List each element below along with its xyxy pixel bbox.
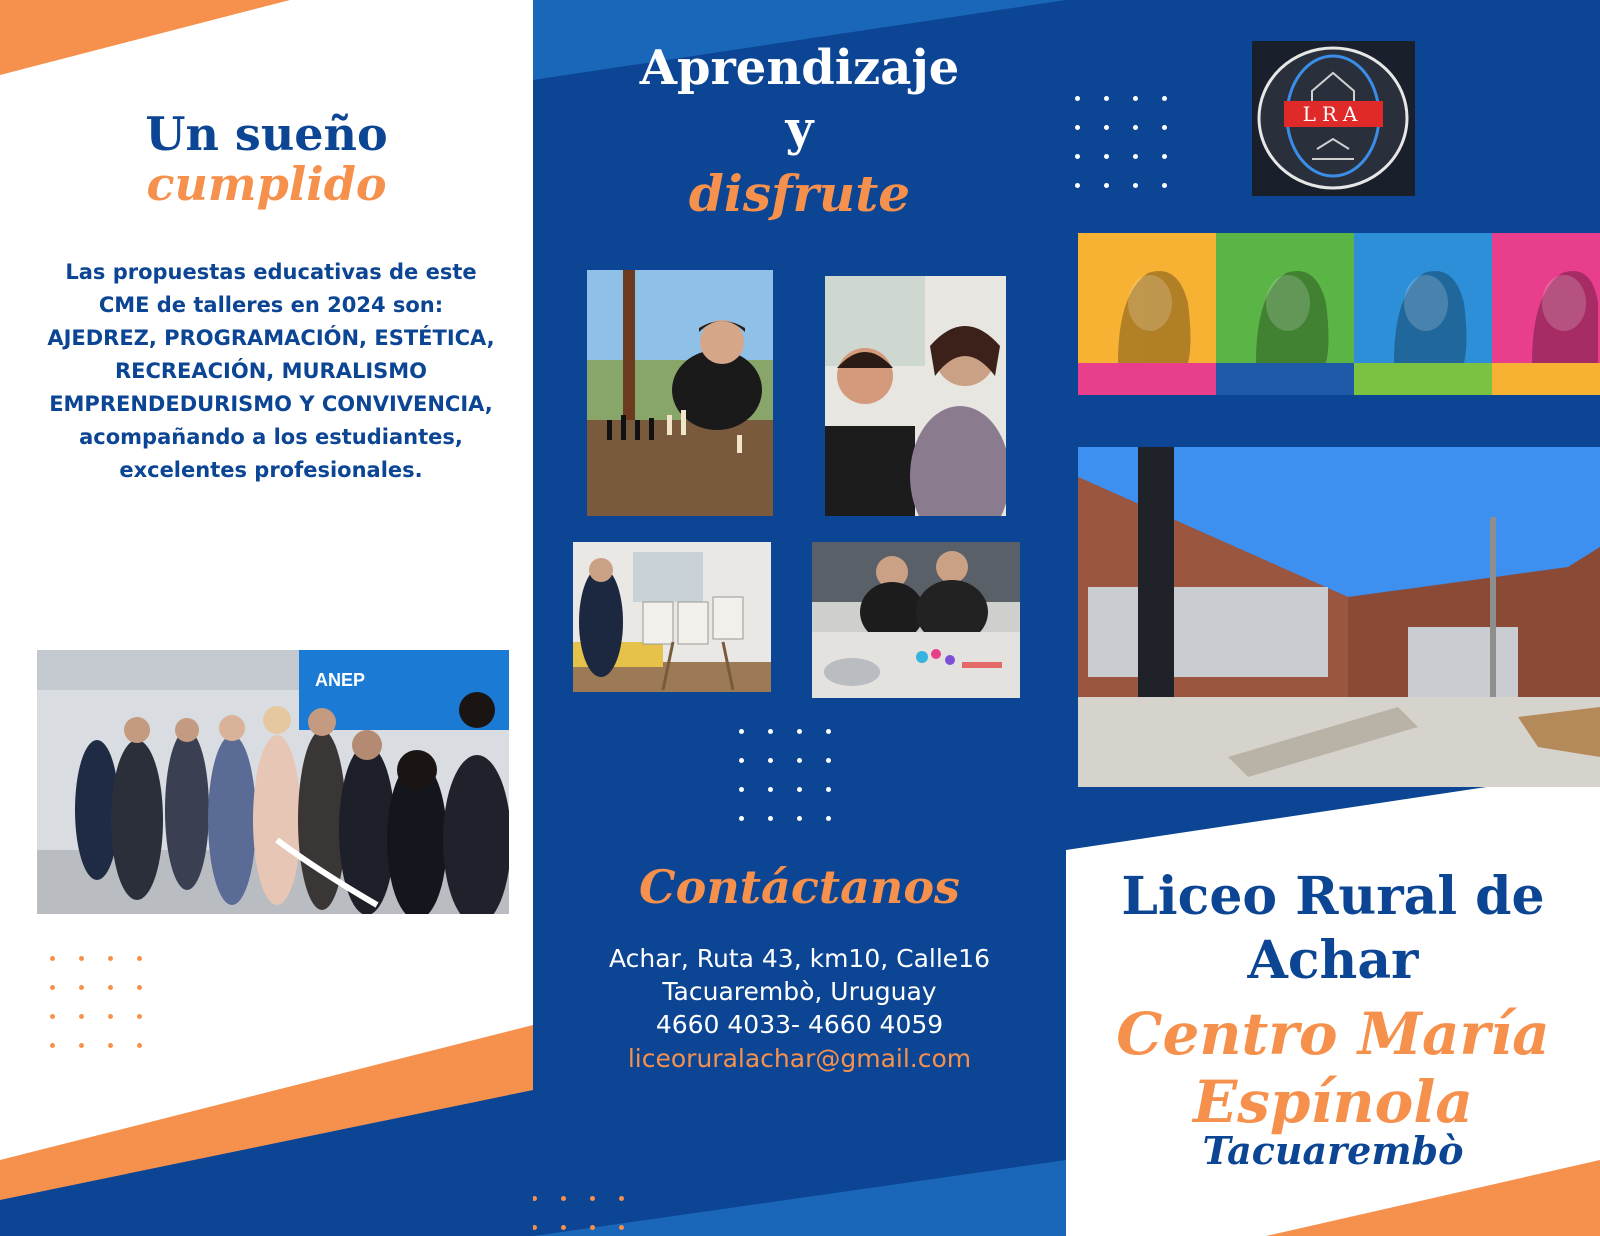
portrait-popart-strip [1078,233,1600,395]
middle-title-line3: disfrute [688,164,911,223]
contact-title: Contáctanos [639,860,960,914]
middle-title-line1: Aprendizaje [639,40,960,96]
contact-address: Achar, Ruta 43, km10, Calle16 [608,944,990,973]
middle-panel [533,0,1066,1236]
top-orange-corner [0,0,290,75]
left-subtitle: cumplido [146,157,387,211]
right-dot-grid [1066,96,1167,188]
face-painting-photo [825,276,1006,516]
art-exhibit-photo [573,542,771,692]
school-building-photo [1078,447,1600,787]
center-name: Centro María Espínola [1116,1000,1550,1136]
school-name: Liceo Rural de Achar [1121,866,1545,991]
crafts-workshop-photo [812,542,1020,698]
inauguration-photo [37,650,509,914]
city-name: Tacuarembò [1202,1128,1464,1173]
logo-text: LRA [1302,102,1364,126]
middle-title-line2: y [785,101,814,157]
school-logo [1252,41,1415,196]
middle-dot-grid [739,729,831,821]
contact-email-link[interactable]: liceoruralachar@gmail.com [627,1044,972,1073]
left-title: Un sueño [145,107,388,161]
left-dot-grid [50,956,142,1048]
contact-phones: 4660 4033- 4660 4059 [655,1010,944,1039]
anep-banner-text: ANEP [315,670,366,690]
right-panel [1066,0,1600,1236]
left-panel [0,0,533,1236]
workshops-description: Las propuestas educativas de este CME de talleres en 2024 son: AJEDREZ, PROGRAMACIÓN, ESTÉTICA, RECREACIÓN, MURALISMO EMPRENDEDURISMO Y CONVIVENCIA, acompañando a los estudiantes, excelentes profesionales. [47,260,495,482]
bottom-dot-row [533,1196,624,1230]
contact-city: Tacuarembò, Uruguay [662,977,937,1006]
chess-photo [587,270,773,516]
